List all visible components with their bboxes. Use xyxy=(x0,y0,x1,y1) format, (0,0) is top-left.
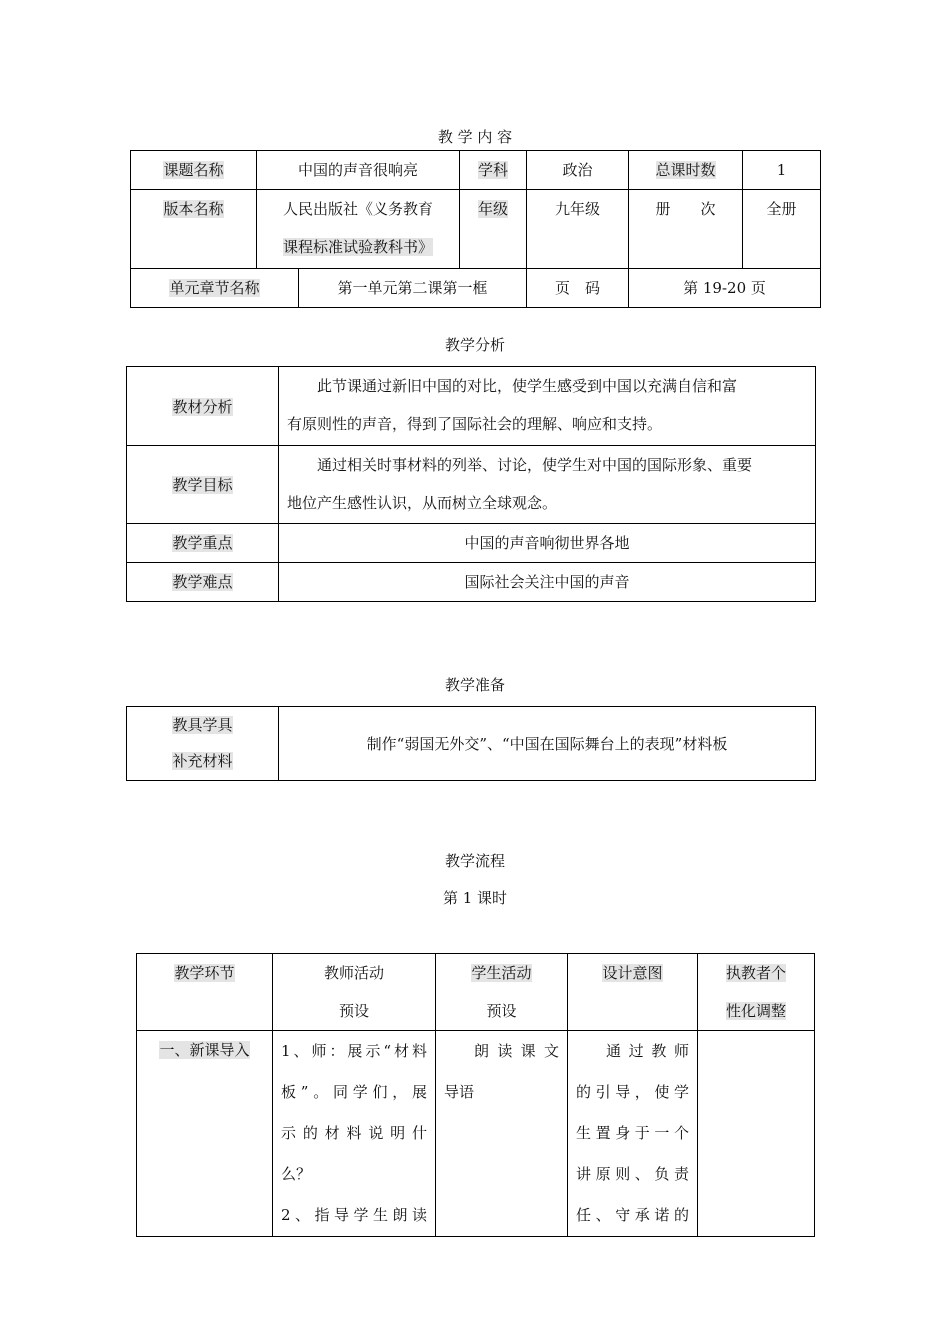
header-custom-line-2: 性化调整 xyxy=(725,1002,786,1020)
row1-student-line-2: 导语 xyxy=(444,1083,475,1101)
row1-custom xyxy=(698,1031,815,1237)
row1-teacher-line-1: 1、师：展示“材料 xyxy=(281,1042,427,1060)
edition-line-1: 人民出版社《义务教育 xyxy=(283,200,434,218)
unit-value: 第一单元第二课第一框 xyxy=(337,279,488,297)
prep-label-line-1: 教具学具 xyxy=(172,716,233,734)
row1-teacher-line-3: 示的材料说明什 xyxy=(281,1124,427,1142)
header-stage: 教学环节 xyxy=(174,964,235,982)
header-teacher-line-2: 预设 xyxy=(338,1002,369,1020)
course-name-label: 课题名称 xyxy=(163,161,224,179)
header-teacher-line-1: 教师活动 xyxy=(323,964,384,982)
prep-content: 制作“弱国无外交”、“中国在国际舞台上的表现”材料板 xyxy=(366,735,728,753)
prep-table xyxy=(126,706,816,781)
flow-title: 教学流程 xyxy=(444,852,505,870)
material-analysis-line-1: 此节课通过新旧中国的对比，使学生感受到中国以充满自信和富 xyxy=(317,377,738,395)
edition-line-2: 课程标准试验教科书》 xyxy=(283,238,434,256)
row1-intent-line-1: 通过教师 xyxy=(606,1042,689,1060)
key-point-label: 教学重点 xyxy=(172,534,233,552)
unit-label: 单元章节名称 xyxy=(169,279,260,297)
difficulty-label: 教学难点 xyxy=(172,573,233,591)
teaching-goal-line-2: 地位产生感性认识，从而树立全球观念。 xyxy=(287,494,558,512)
material-analysis-line-2: 有原则性的声音，得到了国际社会的理解、响应和支持。 xyxy=(287,415,663,433)
volume-value: 全册 xyxy=(766,200,797,218)
row1-teacher-line-5: 2、指导学生朗读 xyxy=(281,1206,427,1224)
analysis-table xyxy=(126,366,816,602)
session-label: 第 1 课时 xyxy=(442,889,508,907)
difficulty-value: 国际社会关注中国的声音 xyxy=(464,573,630,591)
grade-label: 年级 xyxy=(478,200,509,218)
teaching-goal-label: 教学目标 xyxy=(172,476,233,494)
analysis-title: 教学分析 xyxy=(444,336,505,354)
total-hours-value: 1 xyxy=(776,161,787,179)
row1-intent-line-3: 生置身于一个 xyxy=(576,1124,689,1142)
row1-intent-line-2: 的引导，使学 xyxy=(576,1083,689,1101)
row1-intent-line-5: 任、守承诺的 xyxy=(576,1206,689,1224)
volume-label: 册 次 xyxy=(655,200,716,218)
flow-table xyxy=(136,953,815,1237)
content-title: 教 学 内 容 xyxy=(437,128,513,146)
teaching-goal-line-1: 通过相关时事材料的列举、讨论，使学生对中国的国际形象、重要 xyxy=(317,456,753,474)
edition-label: 版本名称 xyxy=(163,200,224,218)
course-name-value: 中国的声音很响亮 xyxy=(298,161,419,179)
subject-value: 政治 xyxy=(562,161,593,179)
material-analysis-label: 教材分析 xyxy=(172,397,233,416)
key-point-value: 中国的声音响彻世界各地 xyxy=(464,534,630,552)
page-label: 页 码 xyxy=(555,279,601,297)
header-intent: 设计意图 xyxy=(602,964,663,982)
row1-teacher-line-4: 么？ xyxy=(281,1165,312,1183)
row1-student-line-1: 朗读课文 xyxy=(474,1042,559,1060)
header-custom-line-1: 执教者个 xyxy=(725,964,786,982)
row1-stage: 一、新课导入 xyxy=(159,1041,250,1059)
pages-value: 第 19-20 页 xyxy=(683,279,766,297)
info-table xyxy=(130,150,821,308)
row1-intent-line-4: 讲原则、负责 xyxy=(576,1165,689,1183)
prep-label-line-2: 补充材料 xyxy=(172,752,233,770)
total-hours-label: 总课时数 xyxy=(655,161,716,179)
prep-title: 教学准备 xyxy=(444,676,505,694)
header-student-line-2: 预设 xyxy=(486,1002,517,1020)
row1-teacher-line-2: 板”。同学们，展 xyxy=(281,1083,427,1101)
header-student-line-1: 学生活动 xyxy=(471,964,532,982)
subject-label: 学科 xyxy=(478,161,509,179)
grade-value: 九年级 xyxy=(555,200,601,218)
